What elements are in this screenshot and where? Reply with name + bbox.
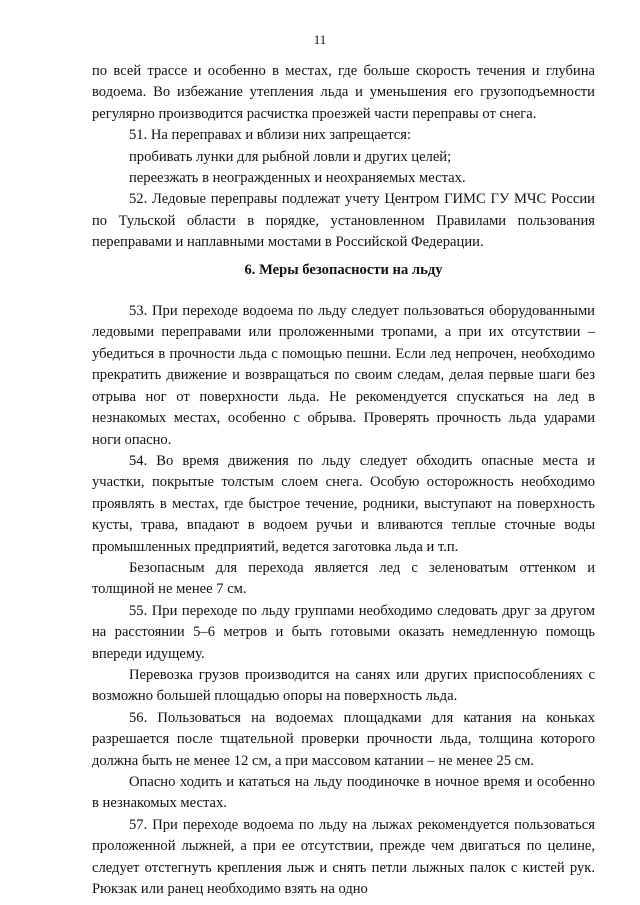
paragraph: 56. Пользоваться на водоемах площадками для катания на коньках разрешается после тщательной проверки прочности льда, толщина которого должна быть не менее 12 см, а при массовом катании – не менее 25 см. [92, 709, 595, 769]
section-heading: 6. Меры безопасности на льду [244, 261, 443, 278]
paragraph: Перевозка грузов производится на санях или других приспособлениях с возможно большей площадью опоры на поверхность льда. [92, 666, 595, 705]
document-body [92, 61, 595, 900]
paragraph: по всей трассе и особенно в местах, где больше скорость течения и глубина водоема. Во избежание утепления льда и уменьшения его грузоподъемности регулярно производится расчистка проезжей части переправы от снега. [92, 63, 595, 122]
paragraph: 57. При переходе водоема по льду на лыжах рекомендуется пользоваться проложенной лыжней, а при ее отсутствии, прежде чем двигаться по целине, следует отстегнуть крепления лыж и снять петли лыжных палок с кистей рук. Рюкзак или ранец необходимо взять на одно [92, 816, 595, 898]
paragraph: 52. Ледовые переправы подлежат учету Центром ГИМС ГУ МЧС России по Тульской области в порядке, установленном Правилами пользования переправами и наплавными мостами в Российской Федерации. [92, 191, 595, 251]
paragraph: 53. При переходе водоема по льду следует пользоваться оборудованными ледовыми переправами или проложенными тропами, а при их отсутствии – убедиться в прочности льда с помощью пешни. Если лед непрочен, необходимо прекратить движение и возвращаться по своим следам, делая первые шаги без отрыва ног от поверхности льда. Не рекомендуется спускаться на лед в незнакомых местах, особенно с обрыва. Проверять прочность льда ударами ноги опасно. [92, 303, 595, 448]
paragraph: пробивать лунки для рыбной ловли и других целей; [129, 148, 452, 165]
page-number: 11 [313, 32, 327, 47]
paragraph: Опасно ходить и кататься на льду поодиночке в ночное время и особенно в незнакомых местах. [92, 774, 595, 812]
paragraph: 55. При переходе по льду группами необходимо следовать друг за другом на расстоянии 5–6 метров и быть готовыми оказать немедленную помощь впереди идущему. [92, 602, 595, 662]
section-after [92, 301, 595, 900]
paragraph: Безопасным для перехода является лед с зеленоватым оттенком и толщиной не менее 7 см. [92, 559, 595, 598]
paragraph: 51. На переправах и вблизи них запрещается: [129, 127, 412, 144]
paragraph: 54. Во время движения по льду следует обходить опасные места и участки, покрытые толстым слоем снега. Особую осторожность необходимо проявлять в местах, где быстрое течение, родники, выступают на поверхность кусты, трава, впадают в водоем ручьи и вливаются теплые сточные воды промышленных предприятий, ведется заготовка льда и т.п. [92, 452, 595, 555]
paragraph: переезжать в неогражденных и неохраняемых местах. [129, 170, 466, 187]
section-before [92, 61, 595, 254]
